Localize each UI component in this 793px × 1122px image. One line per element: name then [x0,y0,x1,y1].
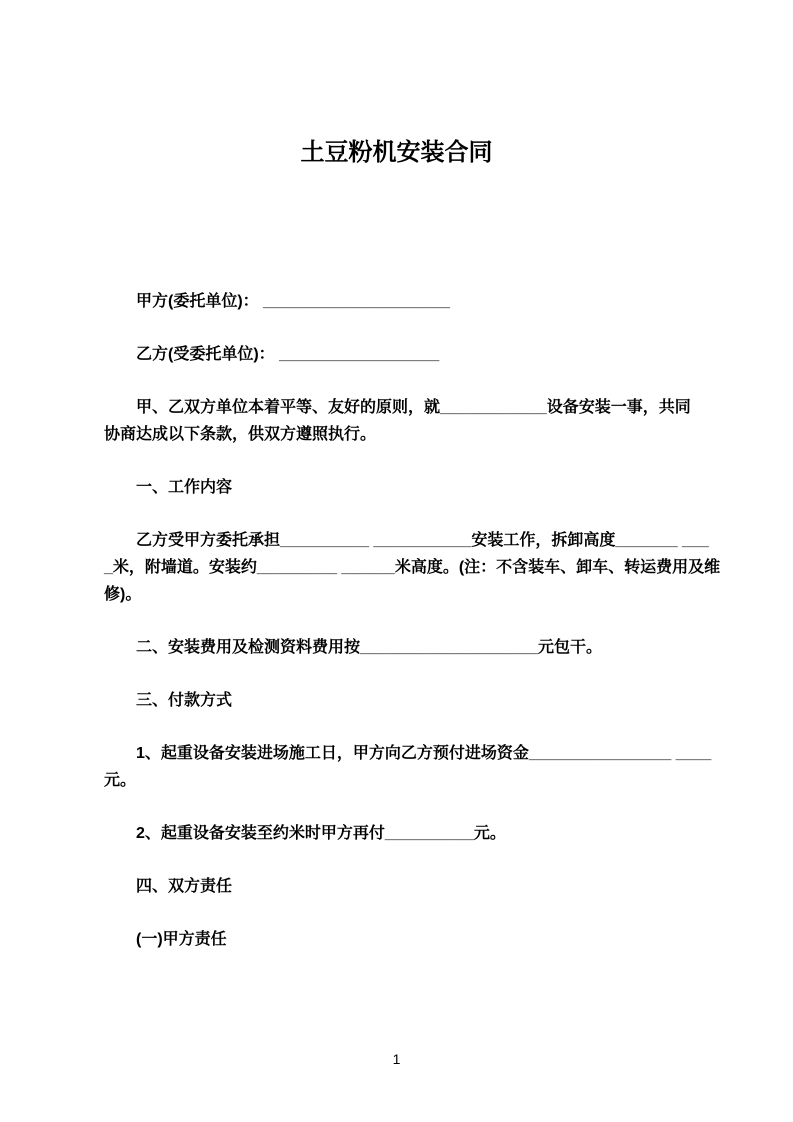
section-1-body-line-3: 修)。 [104,586,142,603]
paragraph-clause-2 [104,820,713,847]
document-title: 土豆粉机安装合同 [300,139,493,166]
paragraph-section-1-heading [104,474,713,501]
preamble-line-2: 协商达成以下条款，供双方遵照执行。 [104,426,377,443]
page-number: 1 [392,1051,401,1067]
clause-2-line: 2、起重设备安装至约米时甲方再付__________元。 [136,825,506,842]
paragraph-section-4-heading [104,873,713,900]
section-1-heading: 一、工作内容 [136,479,233,496]
clause-1-line-2: 元。 [104,772,137,789]
party-b-blank-line: 乙方(受委托单位)： __________________ [136,346,440,363]
section-3-heading: 三、付款方式 [136,692,233,709]
section-4-sub-heading: (一)甲方责任 [136,931,227,948]
paragraph-clause-1 [104,740,713,794]
paragraph-preamble [104,394,713,448]
paragraph-section-2 [104,634,713,661]
section-2-line: 二、安装费用及检测资料费用按____________________元包干。 [136,639,602,656]
paragraph-section-3-heading [104,687,713,714]
paragraph-section-4-sub-heading [104,926,713,953]
clause-1-line-1: 1、起重设备安装进场施工日，甲方向乙方预付进场资金________________ ____ [136,745,712,762]
section-4-heading: 四、双方责任 [136,878,233,895]
preamble-line-1: 甲、乙双方单位本着平等、友好的原则，就____________设备安装一事，共同 [136,399,691,416]
section-1-body-line-2: _米，附墙道。安装约_________ ______米高度。(注：不含装车、卸车、转运费用及维 [104,559,721,576]
paragraph-party-a [104,288,713,315]
paragraph-party-b [104,341,713,368]
paragraph-section-1-body [104,527,721,608]
party-a-blank-line: 甲方(委托单位)： _____________________ [136,293,450,310]
section-1-body-line-1: 乙方受甲方委托承担__________ ___________安装工作，拆卸高度_______ ___ [136,532,709,549]
document-body [104,288,721,953]
